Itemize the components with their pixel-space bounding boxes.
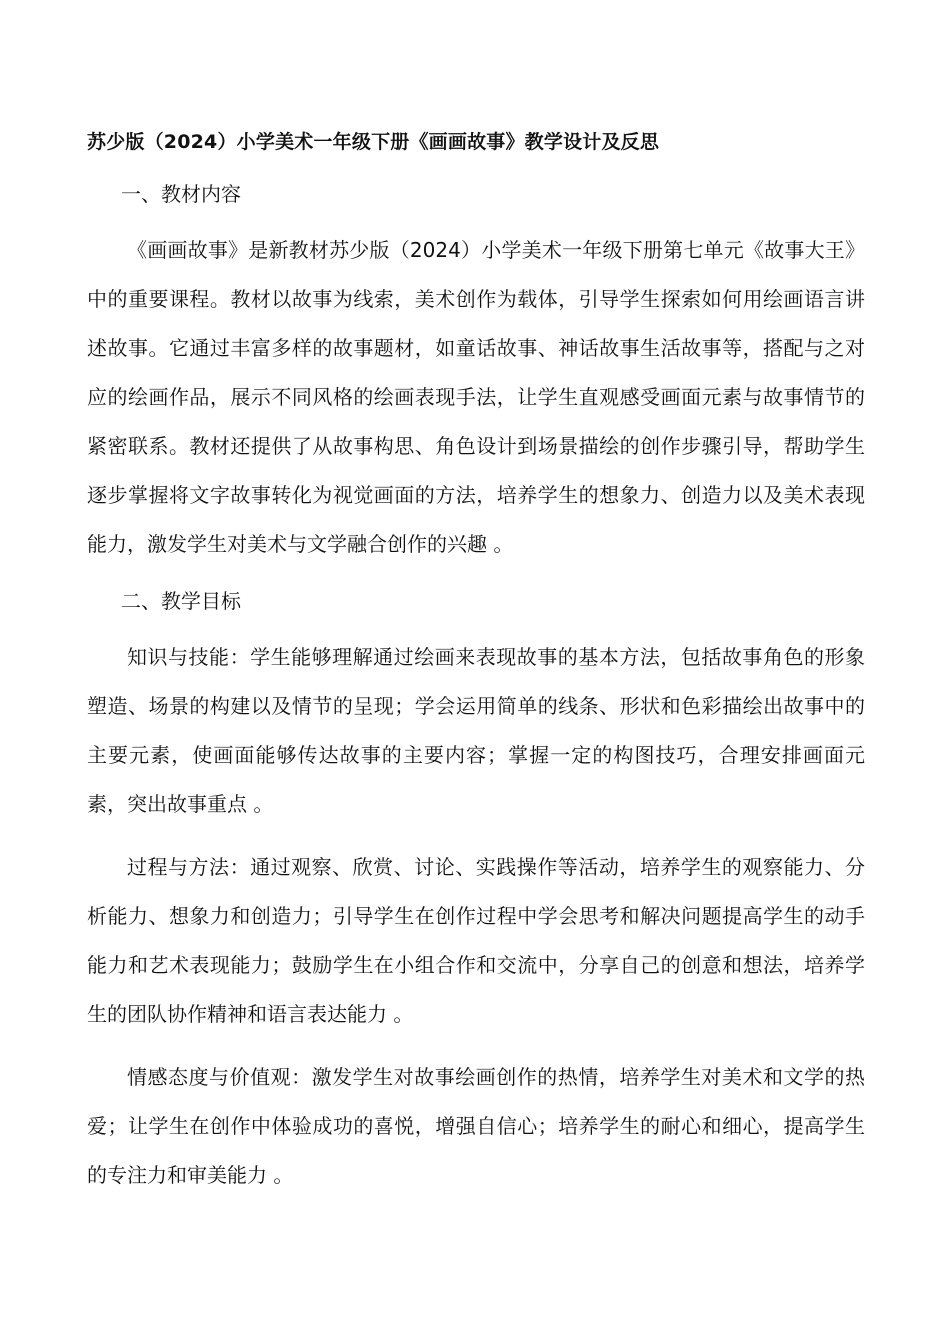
- section-heading-materials: 一、教材内容: [121, 182, 241, 206]
- document-title: 苏少版（2024）小学美术一年级下册《画画故事》教学设计及反思: [87, 131, 660, 153]
- paragraph-process-methods: 过程与方法：通过观察、欣赏、讨论、实践操作等活动，培养学生的观察能力、分析能力、想象力和创造力；引导学生在创作过程中学会思考和解决问题提高学生的动手能力和艺术表现能力；鼓励学生在小组合作和交流中，分享自己的创意和想法，培养学生的团队协作精神和语言表达能力 。: [87, 855, 865, 1026]
- paragraph-emotion-values: 情感态度与价值观：激发学生对故事绘画创作的热情，培养学生对美术和文学的热爱；让学生在创作中体验成功的喜悦，增强自信心；培养学生的耐心和细心，提高学生的专注力和审美能力 。: [87, 1065, 865, 1187]
- paragraph-knowledge-skills: 知识与技能：学生能够理解通过绘画来表现故事的基本方法，包括故事角色的形象塑造、场景的构建以及情节的呈现；学会运用简单的线条、形状和色彩描绘出故事中的主要元素，使画面能够传达故事的主要内容；掌握一定的构图技巧，合理安排画面元素，突出故事重点 。: [87, 645, 865, 816]
- document-page: [87, 126, 865, 1214]
- paragraph-materials-content: 《画画故事》是新教材苏少版（2024）小学美术一年级下册第七单元《故事大王》中的重要课程。教材以故事为线索，美术创作为载体，引导学生探索如何用绘画语言讲述故事。它通过丰富多样的故事题材，如童话故事、神话故事生活故事等，搭配与之对应的绘画作品，展示不同风格的绘画表现手法，让学生直观感受画面元素与故事情节的紧密联系。教材还提供了从故事构思、角色设计到场景描绘的创作步骤引导，帮助学生逐步掌握将文字故事转化为视觉画面的方法，培养学生的想象力、创造力以及美术表现能力，激发学生对美术与文学融合创作的兴趣 。: [87, 238, 865, 556]
- section-heading-objectives: 二、教学目标: [121, 589, 241, 613]
